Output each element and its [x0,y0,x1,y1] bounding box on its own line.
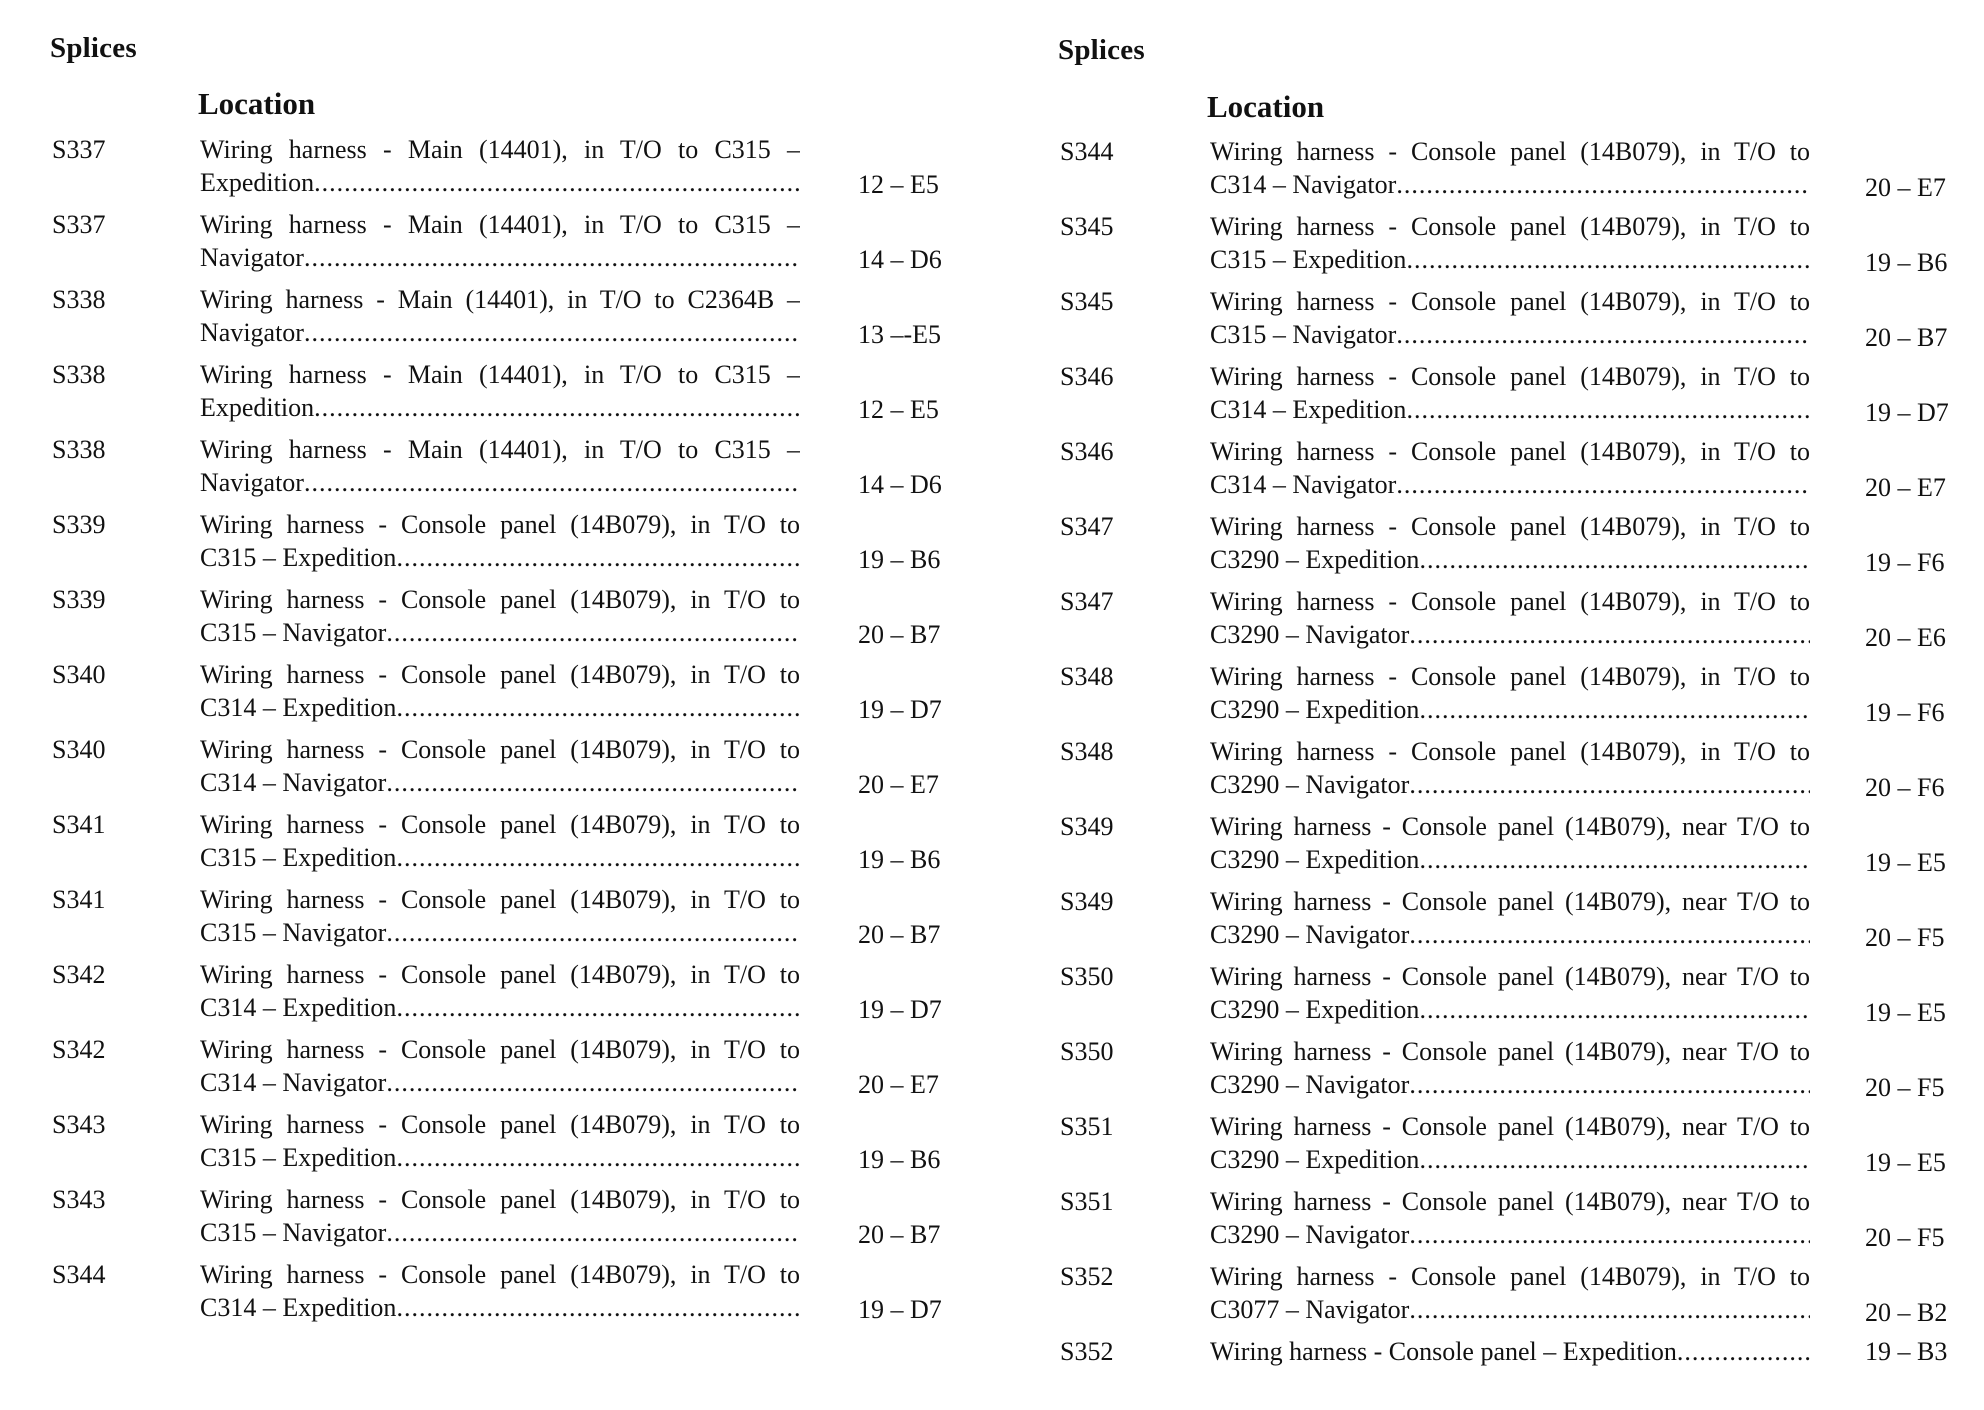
location-text: C314 – Navigator [1210,170,1397,199]
page-grid-reference: 19 – B6 [858,845,941,874]
splice-location [1210,585,1810,651]
dot-leader [1396,168,1810,201]
location-line-2 [200,616,800,649]
splice-id: S338 [52,435,106,464]
page-grid-reference: 19 – E5 [1865,848,1946,877]
location-text: C314 – Navigator [1210,470,1397,499]
location-line-2 [1210,1068,1810,1101]
splice-location [200,808,800,874]
location-text: Expedition [200,168,315,197]
location-line-1: Wiring harness - Console panel (14B079), near T/O to [1210,1037,1810,1066]
section-title: Splices [1058,34,1145,66]
splice-location [1210,1185,1810,1251]
page-grid-reference: 19 – F6 [1865,698,1945,727]
splice-id: S343 [52,1110,106,1139]
location-line-2 [200,766,800,799]
location-line-2 [200,241,800,274]
splice-location [200,583,800,649]
splice-id: S352 [1060,1262,1114,1291]
splice-list [1005,135,1980,1410]
splice-location [200,1183,800,1249]
splice-row [1005,660,1980,735]
splice-row [1005,1335,1980,1410]
splice-row [1005,1185,1980,1260]
section-title: Splices [50,32,137,64]
splice-row [1005,135,1980,210]
location-text: C315 – Expedition [200,543,397,572]
splice-location [1210,135,1810,201]
location-line-1: Wiring harness - Console panel (14B079), near T/O to [1210,1112,1810,1141]
location-line-1: Wiring harness - Main (14401), in T/O to C315 – [200,210,800,239]
splice-row [1005,735,1980,810]
dot-leader [304,466,800,499]
splice-id: S340 [52,660,106,689]
dot-leader [1409,918,1810,951]
dot-leader [396,691,800,724]
splice-id: S344 [52,1260,106,1289]
splice-location [1210,1110,1810,1176]
splice-row [0,1033,990,1108]
location-line-2 [1210,993,1810,1026]
splice-id: S339 [52,510,106,539]
splice-row [1005,510,1980,585]
dot-leader [1409,768,1810,801]
page-grid-reference: 20 – B7 [858,1220,941,1249]
location-line-2 [1210,1218,1810,1251]
splice-location [1210,510,1810,576]
splice-row [1005,1035,1980,1110]
dot-leader [396,841,800,874]
dot-leader [1409,1293,1810,1326]
location-line-1: Wiring harness - Console panel (14B079), in T/O to [1210,287,1810,316]
page-grid-reference: 14 – D6 [858,470,942,499]
splice-location [1210,1035,1810,1101]
location-line-1: Wiring harness - Console panel (14B079), in T/O to [200,1185,800,1214]
splice-list [0,133,990,1333]
page-grid-reference: 20 – F5 [1865,923,1945,952]
location-text: Navigator [200,468,304,497]
location-line-2 [1210,468,1810,501]
location-text: Navigator [200,243,304,272]
location-line-2 [1210,918,1810,951]
page-grid-reference: 19 – B6 [1865,248,1948,277]
dot-leader [314,166,800,199]
location-line-2 [200,541,800,574]
location-line-2 [200,466,800,499]
splice-location [1210,810,1810,876]
splice-location [200,658,800,724]
dot-leader [1409,618,1810,651]
splice-id: S341 [52,810,106,839]
location-line-2 [200,391,800,424]
location-line-1: Wiring harness - Console panel (14B079), near T/O to [1210,962,1810,991]
splice-id: S340 [52,735,106,764]
splice-row [0,1183,990,1258]
splice-id: S345 [1060,287,1114,316]
location-line-1: Wiring harness - Console panel (14B079), in T/O to [1210,737,1810,766]
dot-leader [1396,468,1810,501]
location-line-1: Wiring harness - Console panel (14B079), in T/O to [200,885,800,914]
location-line-2 [1210,393,1810,426]
page-grid-reference: 20 – E7 [858,1070,939,1099]
location-text: C3290 – Navigator [1210,920,1410,949]
splice-id: S342 [52,960,106,989]
page-grid-reference: 20 – F5 [1865,1223,1945,1252]
splice-id: S345 [1060,212,1114,241]
location-text: C314 – Expedition [200,993,397,1022]
location-line-1: Wiring harness - Console panel (14B079), in T/O to [200,1035,800,1064]
location-text: C314 – Navigator [200,1068,387,1097]
dot-leader [386,1216,800,1249]
splice-location [1210,210,1810,276]
splice-id: S346 [1060,362,1114,391]
splice-id: S348 [1060,737,1114,766]
page-grid-reference: 19 – D7 [1865,398,1949,427]
page-grid-reference: 20 – E6 [1865,623,1946,652]
splice-row [0,883,990,958]
location-line-2 [200,1216,800,1249]
location-line-1: Wiring harness - Console panel (14B079), in T/O to [1210,212,1810,241]
page-grid-reference: 19 – D7 [858,695,942,724]
page-grid-reference: 19 – D7 [858,1295,942,1324]
location-text: C3290 – Expedition [1210,995,1420,1024]
splice-location [1210,1260,1810,1326]
location-line-2 [200,991,800,1024]
dot-leader [1409,1068,1810,1101]
splice-row [0,583,990,658]
dot-leader [1406,243,1810,276]
location-text: C3290 – Expedition [1210,1145,1420,1174]
page-grid-reference: 20 – B2 [1865,1298,1948,1327]
location-text: C314 – Expedition [1210,395,1407,424]
location-line-1: Wiring harness - Console panel (14B079), in T/O to [1210,362,1810,391]
location-text: C3290 – Expedition [1210,545,1420,574]
location-line-2 [200,1291,800,1324]
location-text: C3290 – Navigator [1210,620,1410,649]
location-text: C315 – Navigator [1210,320,1397,349]
splice-row [0,508,990,583]
page-grid-reference: 19 – E5 [1865,1148,1946,1177]
location-text: Wiring harness - Console panel – Expedition [1210,1337,1677,1366]
splice-location [1210,660,1810,726]
location-text: C315 – Expedition [200,1143,397,1172]
splice-location [200,208,800,274]
splice-location [1210,285,1810,351]
page-grid-reference: 20 – B7 [858,620,941,649]
location-header: Location [198,86,316,121]
dot-leader [396,541,800,574]
location-line-1: Wiring harness - Console panel (14B079), in T/O to [200,585,800,614]
location-header: Location [1207,89,1325,124]
splice-id: S349 [1060,812,1114,841]
location-line-1: Wiring harness - Console panel (14B079), in T/O to [200,1260,800,1289]
location-line-2 [1210,168,1810,201]
dot-leader [304,241,800,274]
page-grid-reference: 19 – D7 [858,995,942,1024]
splice-location [200,433,800,499]
page-grid-reference: 20 – E7 [1865,473,1946,502]
splice-id: S337 [52,135,106,164]
page-grid-reference: 14 – D6 [858,245,942,274]
location-line-1: Wiring harness - Console panel (14B079), in T/O to [200,660,800,689]
splice-row [1005,360,1980,435]
location-line-1: Wiring harness - Console panel (14B079), near T/O to [1210,887,1810,916]
dot-leader [396,991,800,1024]
location-line-2 [1210,768,1810,801]
splice-id: S351 [1060,1112,1114,1141]
splice-row [0,133,990,208]
splice-id: S337 [52,210,106,239]
location-text: C3290 – Navigator [1210,1220,1410,1249]
location-line-2 [200,691,800,724]
page-grid-reference: 20 – E7 [1865,173,1946,202]
page-grid-reference: 20 – E7 [858,770,939,799]
splice-id: S342 [52,1035,106,1064]
location-line-2 [1210,693,1810,726]
dot-leader [1419,543,1810,576]
splice-id: S348 [1060,662,1114,691]
splice-location [1210,960,1810,1026]
location-line-2 [200,316,800,349]
splice-location [200,508,800,574]
dot-leader [386,1066,800,1099]
location-line-2 [1210,1143,1810,1176]
location-line-1: Wiring harness - Console panel (14B079), in T/O to [200,1110,800,1139]
location-text: C314 – Expedition [200,1293,397,1322]
location-line-1: Wiring harness - Main (14401), in T/O to C315 – [200,135,800,164]
splice-row [0,1258,990,1333]
location-line-1: Wiring harness - Main (14401), in T/O to C2364B – [200,285,800,314]
location-line-2 [1210,243,1810,276]
location-line-2 [200,1141,800,1174]
splice-row [1005,960,1980,1035]
splice-row [1005,1110,1980,1185]
page-grid-reference: 12 – E5 [858,170,939,199]
splice-location [200,283,800,349]
dot-leader [1409,1218,1810,1251]
location-text: C315 – Navigator [200,618,387,647]
page-grid-reference: 20 – F5 [1865,1073,1945,1102]
location-line-2 [200,916,800,949]
splice-row [1005,435,1980,510]
location-line-2 [200,841,800,874]
page-grid-reference: 13 –-E5 [858,320,942,349]
location-line-1: Wiring harness - Main (14401), in T/O to C315 – [200,435,800,464]
location-line-1: Wiring harness - Console panel (14B079), in T/O to [200,810,800,839]
location-line-2 [1210,543,1810,576]
splice-location [200,133,800,199]
dot-leader [1396,318,1810,351]
splice-row [0,283,990,358]
splice-location [200,1108,800,1174]
dot-leader [1419,993,1810,1026]
splice-row [0,1108,990,1183]
dot-leader [304,316,800,349]
splice-row [0,808,990,883]
location-line-1: Wiring harness - Console panel (14B079), in T/O to [1210,662,1810,691]
splice-row [0,208,990,283]
location-text: C3077 – Navigator [1210,1295,1410,1324]
splice-location [1210,435,1810,501]
splice-id: S347 [1060,587,1114,616]
splice-id: S346 [1060,437,1114,466]
dot-leader [1677,1335,1810,1368]
dot-leader [1419,693,1810,726]
splice-row [0,958,990,1033]
splice-id: S349 [1060,887,1114,916]
location-line-1: Wiring harness - Console panel (14B079), near T/O to [1210,1187,1810,1216]
location-line-1: Wiring harness - Console panel (14B079), in T/O to [1210,587,1810,616]
splice-row [1005,210,1980,285]
location-line-1: Wiring harness - Console panel (14B079), in T/O to [1210,137,1810,166]
splice-row [1005,810,1980,885]
location-text: C314 – Navigator [200,768,387,797]
location-text: C314 – Expedition [200,693,397,722]
location-text: C315 – Navigator [200,918,387,947]
splice-id: S338 [52,285,106,314]
page-grid-reference: 19 – B6 [858,545,941,574]
location-line-2 [1210,1335,1810,1368]
splice-location [200,1258,800,1324]
splice-id: S351 [1060,1187,1114,1216]
splice-id: S344 [1060,137,1114,166]
location-line-1: Wiring harness - Console panel (14B079), in T/O to [1210,1262,1810,1291]
location-line-2 [200,166,800,199]
splice-location [200,733,800,799]
splice-id: S347 [1060,512,1114,541]
splice-id: S350 [1060,962,1114,991]
splice-row [1005,585,1980,660]
location-line-1: Wiring harness - Console panel (14B079), in T/O to [1210,437,1810,466]
splice-row [0,433,990,508]
dot-leader [386,916,800,949]
location-text: C3290 – Navigator [1210,770,1410,799]
splice-id: S339 [52,585,106,614]
location-text: Expedition [200,393,315,422]
page-grid-reference: 19 – B3 [1865,1337,1948,1366]
location-line-1: Wiring harness - Console panel (14B079), near T/O to [1210,812,1810,841]
splice-location [1210,1335,1810,1368]
splice-id: S350 [1060,1037,1114,1066]
location-line-2 [1210,318,1810,351]
splice-location [1210,735,1810,801]
dot-leader [396,1141,800,1174]
location-text: C315 – Navigator [200,1218,387,1247]
dot-leader [1419,1143,1810,1176]
location-text: C315 – Expedition [200,843,397,872]
location-line-1: Wiring harness - Console panel (14B079), in T/O to [200,510,800,539]
location-line-2 [1210,618,1810,651]
splice-location [200,1033,800,1099]
location-line-2 [200,1066,800,1099]
splice-location [200,883,800,949]
location-line-1: Wiring harness - Console panel (14B079), in T/O to [200,960,800,989]
splice-id: S338 [52,360,106,389]
dot-leader [1419,843,1810,876]
location-text: Navigator [200,318,304,347]
location-text: C315 – Expedition [1210,245,1407,274]
page-grid-reference: 12 – E5 [858,395,939,424]
splice-row [1005,885,1980,960]
location-line-1: Wiring harness - Console panel (14B079), in T/O to [1210,512,1810,541]
location-text: C3290 – Navigator [1210,1070,1410,1099]
page-grid-reference: 19 – F6 [1865,548,1945,577]
page-grid-reference: 20 – B7 [858,920,941,949]
splice-id: S343 [52,1185,106,1214]
splice-row [1005,1260,1980,1335]
splice-row [0,358,990,433]
location-text: C3290 – Expedition [1210,845,1420,874]
splice-row [0,658,990,733]
splice-location [1210,360,1810,426]
page-grid-reference: 20 – F6 [1865,773,1945,802]
dot-leader [386,766,800,799]
dot-leader [314,391,800,424]
dot-leader [396,1291,800,1324]
splice-location [200,358,800,424]
location-line-2 [1210,1293,1810,1326]
page-grid-reference: 19 – E5 [1865,998,1946,1027]
location-text: C3290 – Expedition [1210,695,1420,724]
location-line-1: Wiring harness - Main (14401), in T/O to C315 – [200,360,800,389]
splice-location [200,958,800,1024]
page-grid-reference: 19 – B6 [858,1145,941,1174]
splice-row [1005,285,1980,360]
splice-id: S341 [52,885,106,914]
page-grid-reference: 20 – B7 [1865,323,1948,352]
dot-leader [386,616,800,649]
location-line-1: Wiring harness - Console panel (14B079), in T/O to [200,735,800,764]
splice-id: S352 [1060,1337,1114,1366]
splice-row [0,733,990,808]
dot-leader [1406,393,1810,426]
splice-location [1210,885,1810,951]
location-line-2 [1210,843,1810,876]
